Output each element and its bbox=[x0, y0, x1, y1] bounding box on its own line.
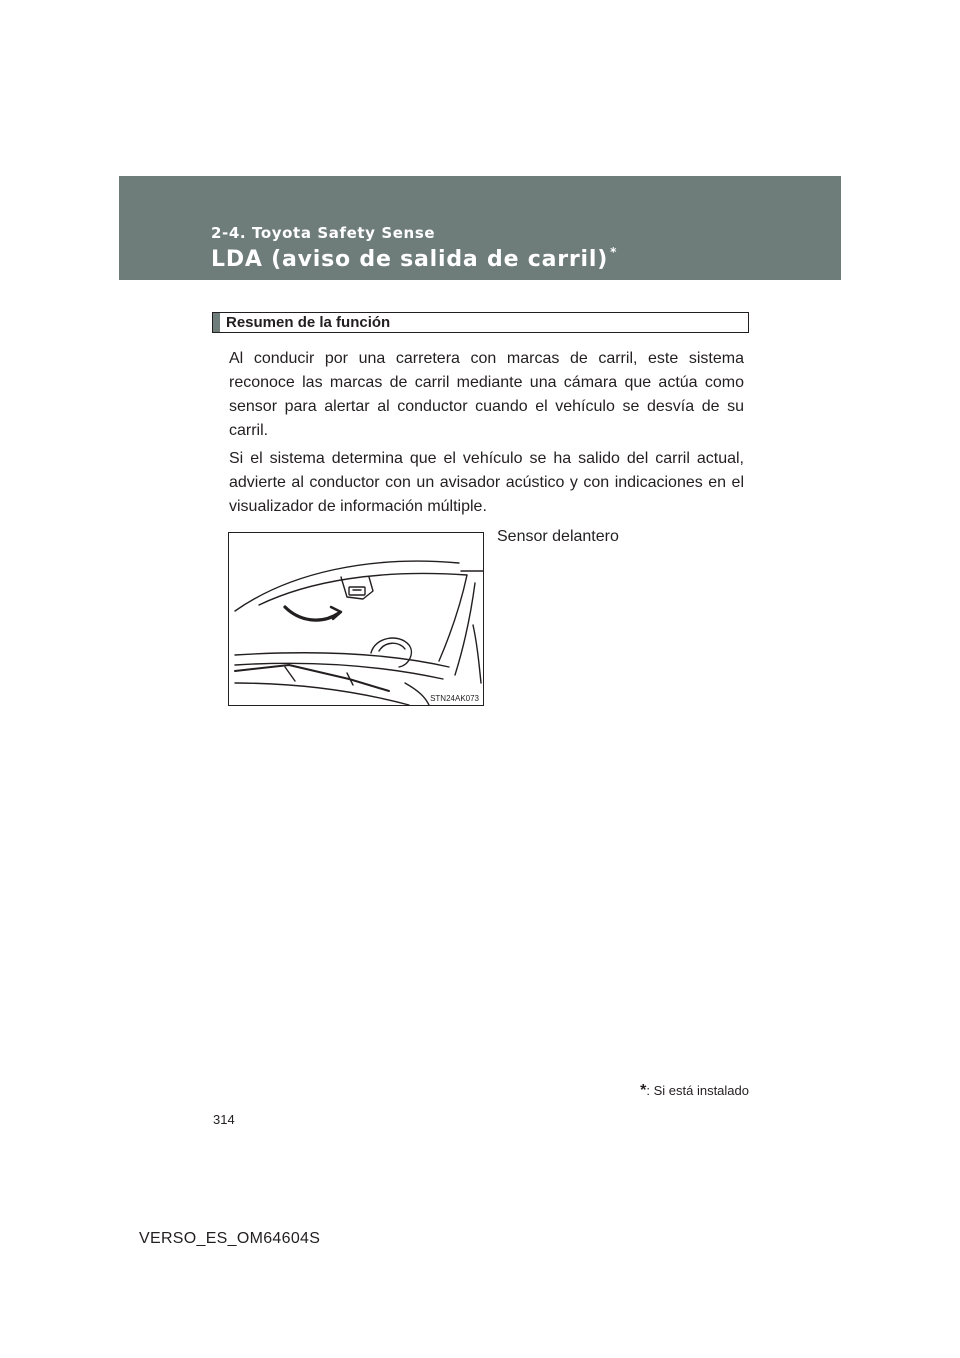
asterisk-icon: * bbox=[640, 1082, 647, 1099]
subheading-bar bbox=[213, 313, 220, 332]
subheading-text: Resumen de la función bbox=[226, 314, 391, 331]
paragraph-warning: Si el sistema determina que el vehículo se ha salido del carril actual, advierte al conductor con un avisador acústico y con indicaciones en el visualizador de información múltiple. bbox=[229, 450, 744, 515]
roof-line bbox=[235, 561, 459, 611]
footnote bbox=[640, 1082, 749, 1100]
page-number: 314 bbox=[213, 1112, 235, 1127]
camera-sensor bbox=[349, 587, 365, 595]
footnote-text: : Si está instalado bbox=[646, 1083, 749, 1098]
paragraph-overview: Al conducir por una carretera con marcas de carril, este sistema reconoce las marcas de carril mediante una cámara que actúa como sensor para alertar al conductor cuando el vehículo se desvía de su carril. bbox=[229, 350, 744, 439]
figure-frame bbox=[228, 532, 484, 706]
page-title bbox=[211, 247, 617, 272]
page-title-text: LDA (aviso de salida de carril) bbox=[211, 247, 609, 272]
document-code: VERSO_ES_OM64604S bbox=[139, 1230, 321, 1247]
subheading-box bbox=[212, 312, 749, 333]
figure-code: STN24AK073 bbox=[430, 694, 479, 703]
section-label: 2-4. Toyota Safety Sense bbox=[211, 224, 436, 242]
windshield-camera-illustration-icon bbox=[229, 533, 483, 705]
figure-caption: Sensor delantero bbox=[497, 528, 619, 545]
asterisk-icon: * bbox=[610, 245, 618, 259]
